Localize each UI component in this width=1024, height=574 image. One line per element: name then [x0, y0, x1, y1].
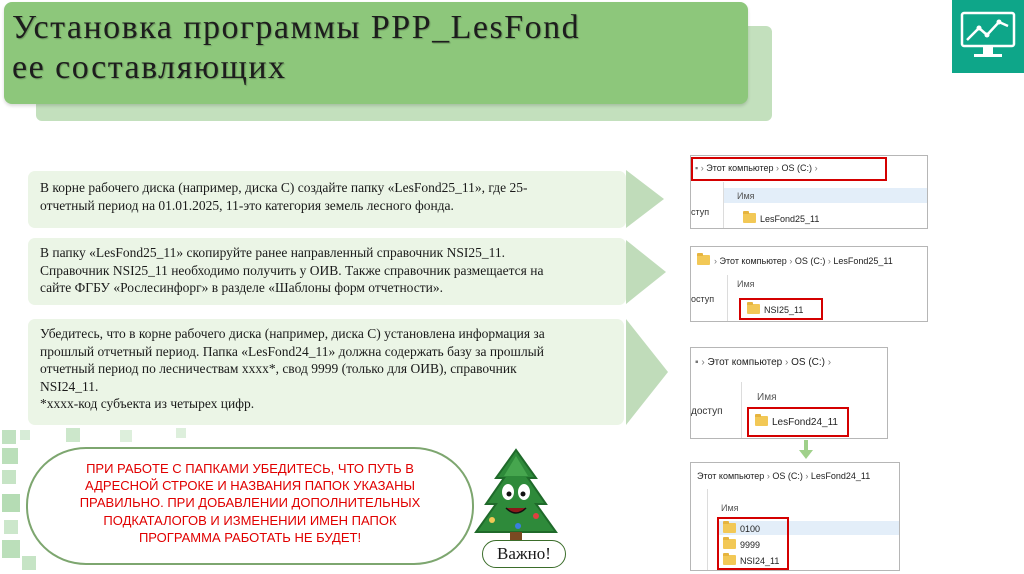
warning-line: ПРАВИЛЬНО. ПРИ ДОБАВЛЕНИИ ДОПОЛНИТЕЛЬНЫХ — [79, 495, 421, 511]
step-3-line: Убедитесь, что в корне рабочего диска (например, диска С) установлена информация за — [40, 326, 545, 341]
breadcrumb-item: OS (C:) — [794, 256, 826, 266]
explorer-screenshot-4 — [690, 462, 900, 571]
column-header-name: Имя — [737, 191, 755, 201]
folder-icon — [723, 555, 736, 565]
breadcrumb-item: Этот компьютер — [719, 256, 787, 266]
nav-label: доступ — [691, 406, 723, 417]
column-header-name: Имя — [737, 279, 755, 289]
arrow-right-icon — [626, 240, 668, 304]
address-bar: ▪ › Этот компьютер › OS (C:) › — [695, 357, 832, 368]
folder-item[interactable]: LesFond25_11 — [743, 213, 819, 224]
step-3-line: *хххх-код субъекта из четырех цифр. — [40, 396, 255, 411]
nav-label: оступ — [691, 294, 715, 304]
folder-icon — [755, 416, 768, 426]
address-bar: Этот компьютер › OS (C:) › LesFond24_11 — [697, 471, 871, 481]
highlight-frame — [691, 157, 887, 181]
step-2-line: сайте ФГБУ «Рослесинфорг» в разделе «Шаблоны форм отчетности». — [40, 280, 443, 295]
nav-label: ступ — [691, 207, 710, 217]
step-3-line: NSI24_11. — [40, 378, 99, 394]
arrow-right-icon — [626, 319, 670, 425]
arrow-down-icon — [799, 440, 813, 460]
step-2-text — [28, 238, 626, 305]
folder-item[interactable]: LesFond24_11 — [755, 416, 838, 428]
explorer-screenshot-1 — [690, 155, 928, 229]
warning-line: ПОДКАТАЛОГОВ И ИЗМЕНЕНИИ ИМЕН ПАПОК — [103, 512, 397, 528]
column-header-name: Имя — [721, 503, 739, 513]
breadcrumb-item: Этот компьютер — [707, 357, 783, 368]
folder-icon — [697, 255, 710, 265]
folder-item[interactable]: 9999 — [723, 539, 760, 550]
step-2-line: В папку «LesFond25_11» скопируйте ранее направленный справочник NSI25_11. — [40, 245, 505, 260]
important-badge: Важно! — [482, 540, 566, 568]
folder-icon — [747, 304, 760, 314]
folder-item[interactable]: 0100 — [723, 523, 760, 534]
explorer-screenshot-3 — [690, 347, 888, 439]
warning-line: ПРИ РАБОТЕ С ПАПКАМИ УБЕДИТЕСЬ, ЧТО ПУТЬ В — [86, 461, 414, 476]
warning-line: ПРОГРАММА РАБОТАТЬ НЕ БУДЕТ! — [138, 529, 362, 545]
breadcrumb-item: Этот компьютер — [697, 471, 765, 481]
explorer-screenshot-2 — [690, 246, 928, 322]
step-1-text — [28, 171, 626, 228]
folder-item[interactable]: NSI24_11 — [723, 555, 779, 566]
warning-line: АДРЕСНОЙ СТРОКЕ И НАЗВАНИЯ ПАПОК УКАЗАНЫ — [85, 478, 415, 494]
step-3-line: прошлый отчетный период. Папка «LesFond24_11» должна содержать базу за прошлый — [40, 343, 544, 359]
warning-text — [48, 460, 452, 546]
column-header-name: Имя — [757, 392, 777, 403]
folder-icon — [723, 523, 736, 533]
step-1-line: В корне рабочего диска (например, диска С) создайте папку «LesFond25_11», где 25- — [40, 180, 528, 195]
breadcrumb-item: OS (C:) — [791, 357, 825, 368]
breadcrumb-item: LesFond25_11 — [833, 256, 893, 266]
address-bar: ▪ › Этот компьютер › OS (C:) › — [695, 163, 818, 173]
folder-icon — [743, 213, 756, 223]
arrow-right-icon — [626, 170, 666, 228]
breadcrumb-item: LesFond24_11 — [810, 471, 871, 481]
corner-badge — [952, 0, 1024, 73]
folder-icon — [723, 539, 736, 549]
address-bar: › Этот компьютер › OS (C:) › LesFond25_11 — [697, 255, 893, 266]
monitor-chart-icon — [952, 0, 1024, 73]
step-3-line: отчетный период по лесничествам хххх*, свод 9999 (только для ОИВ), справочник — [40, 361, 517, 376]
step-2-line: Справочник NSI25_11 необходимо получить у ОИВ. Также справочник размещается на — [40, 262, 544, 278]
fir-tree-mascot-icon — [462, 448, 570, 552]
step-3-text — [28, 319, 624, 425]
breadcrumb-item: OS (C:) — [772, 471, 803, 481]
breadcrumb-item: OS (C:) — [781, 163, 813, 173]
page-title-line-2: ее составляющих — [12, 49, 287, 86]
title-box — [4, 2, 748, 104]
breadcrumb-item: Этот компьютер — [706, 163, 774, 173]
step-1-line: отчетный период на 01.01.2025, 11-это категория земель лесного фонда. — [40, 197, 454, 213]
page-title-line-1: Установка программы PPP_LesFond — [12, 9, 581, 46]
folder-item[interactable]: NSI25_11 — [747, 304, 803, 315]
